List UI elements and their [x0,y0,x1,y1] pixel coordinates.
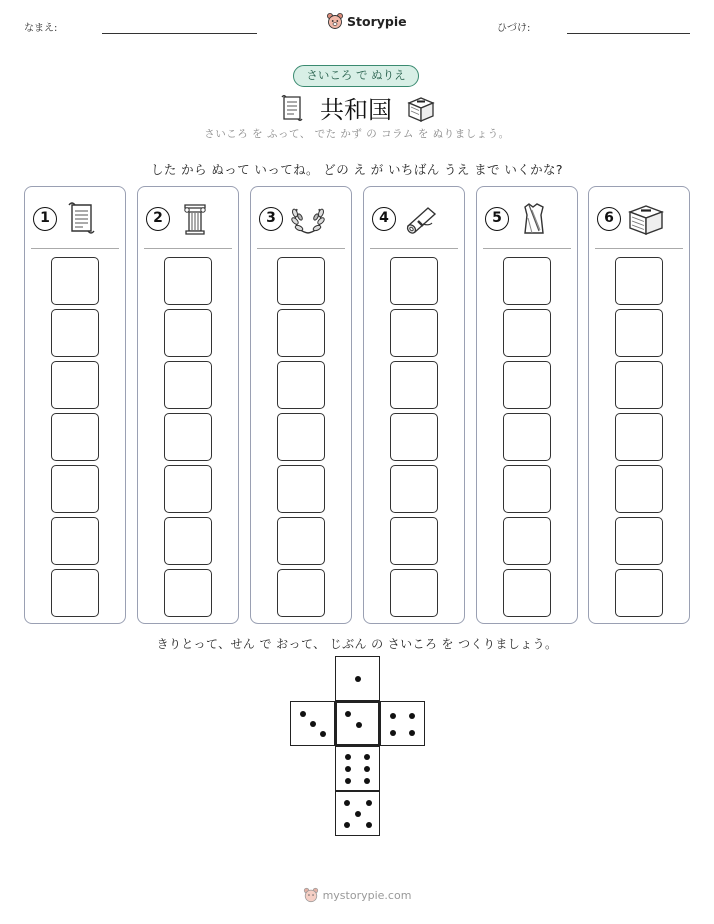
die-pip [344,800,350,806]
column-divider [257,248,345,249]
color-cell[interactable] [51,413,99,461]
color-cell[interactable] [164,309,212,357]
color-cell[interactable] [277,361,325,409]
footer-url[interactable]: mystorypie.com [322,888,412,902]
column-3 [250,186,352,624]
date-label: ひづけ: [497,23,531,34]
die-pip [364,766,370,772]
die-face-6 [335,746,380,791]
die-pip [345,778,351,784]
column-1 [24,186,126,624]
column-5 [476,186,578,624]
column-divider [483,248,571,249]
color-cell[interactable] [51,569,99,617]
die-pip [364,754,370,760]
color-cell[interactable] [277,517,325,565]
color-cell[interactable] [390,413,438,461]
die-pip [356,722,362,728]
color-cell[interactable] [503,361,551,409]
die-pip [364,778,370,784]
color-cell[interactable] [615,413,663,461]
die-face-2 [335,701,380,746]
rolled-scroll-icon [402,200,440,238]
title-row [0,90,714,125]
column-header [597,199,681,239]
column-divider [31,248,119,249]
color-cell[interactable] [615,361,663,409]
color-cell[interactable] [164,517,212,565]
color-cell[interactable] [503,517,551,565]
color-cell[interactable] [277,413,325,461]
column-number: 6 [597,207,621,231]
color-cell[interactable] [164,257,212,305]
date-line [567,33,690,34]
die-face-1 [335,656,380,701]
column-header [146,199,230,239]
color-cell[interactable] [51,361,99,409]
color-cell[interactable] [164,569,212,617]
color-cell[interactable] [277,309,325,357]
name-label: なまえ: [24,23,58,34]
color-cell[interactable] [51,517,99,565]
ballot-box-icon [406,93,436,123]
color-cell[interactable] [51,465,99,513]
die-pip [344,822,350,828]
column-header [259,199,343,239]
color-cell[interactable] [390,361,438,409]
die-pip [355,676,361,682]
scroll-icon [63,200,101,238]
color-cell[interactable] [51,257,99,305]
footer [0,887,714,903]
color-cell[interactable] [503,465,551,513]
column-number: 1 [33,207,57,231]
column-4 [363,186,465,624]
column-number: 3 [259,207,283,231]
instruction: した から ぬって いってね。 どの え が いちばん うえ まで いくかな? [151,162,563,177]
storypie-mascot-icon [326,12,344,30]
color-cell[interactable] [51,309,99,357]
color-cell[interactable] [390,517,438,565]
color-cell[interactable] [390,465,438,513]
die-pip [300,711,306,717]
die-face-5 [335,791,380,836]
die-pip [345,754,351,760]
subtitle: さいころ を ふって、 でた かず の コラム を ぬりましょう。 [204,128,510,140]
activity-badge: さいころ で ぬりえ [293,65,419,87]
name-line [102,33,257,34]
die-pip [320,731,326,737]
color-cell[interactable] [164,361,212,409]
ballot-box-icon [627,200,665,238]
toga-icon [515,200,553,238]
column-divider [144,248,232,249]
color-cell[interactable] [164,465,212,513]
storypie-mascot-icon [303,887,319,903]
color-cell[interactable] [503,257,551,305]
die-pip [390,713,396,719]
cut-instruction: きりとって、せん で おって、 じぶん の さいころ を つくりましょう。 [156,637,558,651]
color-cell[interactable] [390,309,438,357]
column-number: 2 [146,207,170,231]
die-pip [409,730,415,736]
color-cell[interactable] [390,569,438,617]
column-6 [588,186,690,624]
die-pip [345,766,351,772]
laurel-wreath-icon [289,200,327,238]
brand-name: Storypie [347,13,407,29]
die-pip [355,811,361,817]
color-cell[interactable] [277,465,325,513]
column-number: 4 [372,207,396,231]
color-cell[interactable] [615,257,663,305]
color-cell[interactable] [503,309,551,357]
color-cell[interactable] [503,569,551,617]
color-cell[interactable] [390,257,438,305]
color-cell[interactable] [277,569,325,617]
scroll-icon [278,93,306,123]
columns-area [24,186,690,624]
page-title: 共和国 [320,96,392,124]
column-header [372,199,456,239]
die-pip [310,721,316,727]
column-number: 5 [485,207,509,231]
column-divider [370,248,458,249]
greek-column-icon [176,200,214,238]
column-divider [595,248,683,249]
color-cell[interactable] [615,517,663,565]
die-pip [345,711,351,717]
die-pip [366,822,372,828]
die-face-4 [380,701,425,746]
die-pip [366,800,372,806]
color-cell[interactable] [615,569,663,617]
color-cell[interactable] [164,413,212,461]
color-cell[interactable] [615,309,663,357]
die-face-3 [290,701,335,746]
die-pip [409,713,415,719]
column-2 [137,186,239,624]
color-cell[interactable] [503,413,551,461]
color-cell[interactable] [277,257,325,305]
column-header [485,199,569,239]
die-pip [390,730,396,736]
brand-logo [326,12,407,30]
color-cell[interactable] [615,465,663,513]
column-header [33,199,117,239]
